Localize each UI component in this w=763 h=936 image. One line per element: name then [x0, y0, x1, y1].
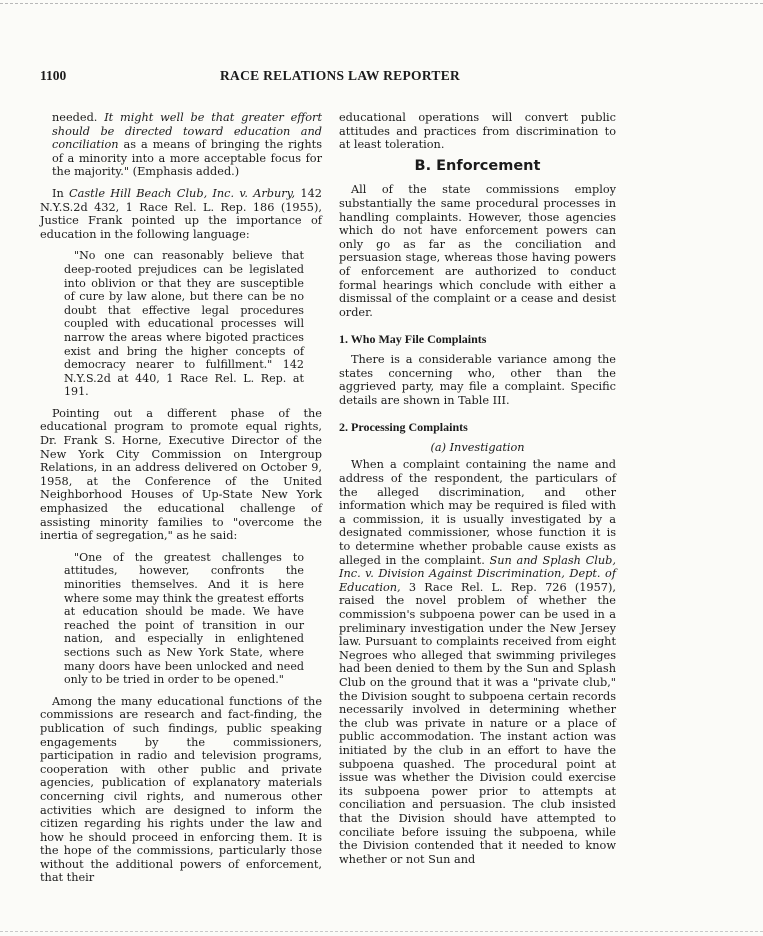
emphasis: It might well be that greater effort should be directed toward education and conciliation [52, 111, 322, 152]
case-citation: Sun and Splash Club, Inc. v. Division Against Discrimination, Dept. of Education, [339, 553, 616, 594]
top-border [0, 3, 763, 4]
subsection-heading: 2. Processing Complaints [339, 420, 468, 435]
paragraph: In Castle Hill Beach Club, Inc. v. Arbury, 142 N.Y.S.2d 432, 1 Race Rel. L. Rep. 186 (1955), Justice Frank pointed up the importance of education in the following language: [40, 186, 322, 241]
section-heading: B. Enforcement [414, 157, 541, 174]
block-quote: "No one can reasonably believe that deep-rooted prejudices can be legislated into oblivion or that they are susceptible of cure by law alone, but there can be no doubt that effective legal procedures coupled with educational processes will narrow the areas where bigoted practices exist and bring the higher concepts of democracy nearer to fulfillment." 142 N.Y.S.2d at 440, 1 Race Rel. L. Rep. at 191. [64, 249, 304, 399]
subsection-heading: 1. Who May File Complaints [339, 332, 487, 347]
right-column [339, 111, 616, 874]
left-column [40, 111, 322, 893]
bottom-border [0, 931, 763, 932]
paragraph: All of the state commissions employ substantially the same procedural processes in handling complaints. However, those agencies which do not have enforcement powers can only go as far as the conciliation and persuasion stage, whereas those having powers of enforcement are authorized to conduct formal hearings which conclude with either a dismissal of the complaint or a cease and desist order. [339, 183, 616, 319]
running-header [40, 68, 723, 86]
journal-title: RACE RELATIONS LAW REPORTER [220, 68, 461, 83]
paragraph: educational operations will convert public attitudes and practices from discrimination to at least toleration. [339, 111, 616, 152]
subsubsection-heading: (a) Investigation [430, 440, 525, 454]
paragraph: Among the many educational functions of the commissions are research and fact-finding, the publication of such findings, public speaking engagements by the commissioners, participation in radio and television programs, cooperation with other public and private agencies, publication of explanatory materials concerning civil rights, and numerous other activities which are designed to inform the citizen regarding his rights under the law and how he should proceed in enforcing them. It is the hope of the commissions, particularly those without the additional powers of enforcement, that their [40, 694, 322, 885]
block-quote: "One of the greatest challenges to attitudes, however, confronts the minorities themselves. And it is here where some may think the greatest efforts at education should be made. We have reached the point of transition in our nation, and especially in enlightened sections such as New York State, where many doors have been unlocked and need only to be tried in order to be opened." [64, 550, 304, 687]
page-number: 1100 [40, 68, 67, 83]
case-citation: Castle Hill Beach Club, Inc. v. Arbury, [69, 186, 296, 200]
paragraph: Pointing out a different phase of the educational program to promote equal rights, Dr. Frank S. Horne, Executive Director of the New York City Commission on Intergroup Relations, in an address delivered on October 9, 1958, at the Conference of the United Neighborhood Houses of Up-State New York emphasized the educational challenge of assisting minority families to "overcome the inertia of segregation," as he said: [40, 406, 322, 543]
paragraph: There is a considerable variance among the states concerning who, other than the aggrieved party, may file a complaint. Specific details are shown in Table III. [339, 352, 616, 407]
paragraph: When a complaint containing the name and address of the respondent, the particulars of the alleged discrimination, and other information which may be required is filed with a commission, it is usually investigated by a designated commissioner, whose function it is to determine whether probable cause exists as alleged in the complaint. Sun and Splash Club, Inc. v. Division Against Discrimination, Dept. of Education, 3 Race Rel. L. Rep. 726 (1957), raised the novel problem of whether the commission's subpoena power can be used in a preliminary investigation under the New Jersey law. Pursuant to complaints received from eight Negroes who alleged that swimming privileges had been denied to them by the Sun and Splash Club on the ground that it was a "private club," the Division sought to subpoena certain records necessarily involved in determining whether the club was private in nature or a place of public accommodation. The instant action was initiated by the club in an effort to have the subpoena quashed. The procedural point at issue was whether the Division could exercise its subpoena power prior to attempts at conciliation and persuasion. The club insisted that the Division should have attempted to conciliate before issuing the subpoena, while the Division contended that it needed to know whether or not Sun and [339, 458, 616, 866]
paragraph: needed. It might well be that greater effort should be directed toward education and conciliation as a means of bringing the rights of a minority into a more acceptable focus for the majority." (Emphasis added.) [52, 111, 322, 179]
